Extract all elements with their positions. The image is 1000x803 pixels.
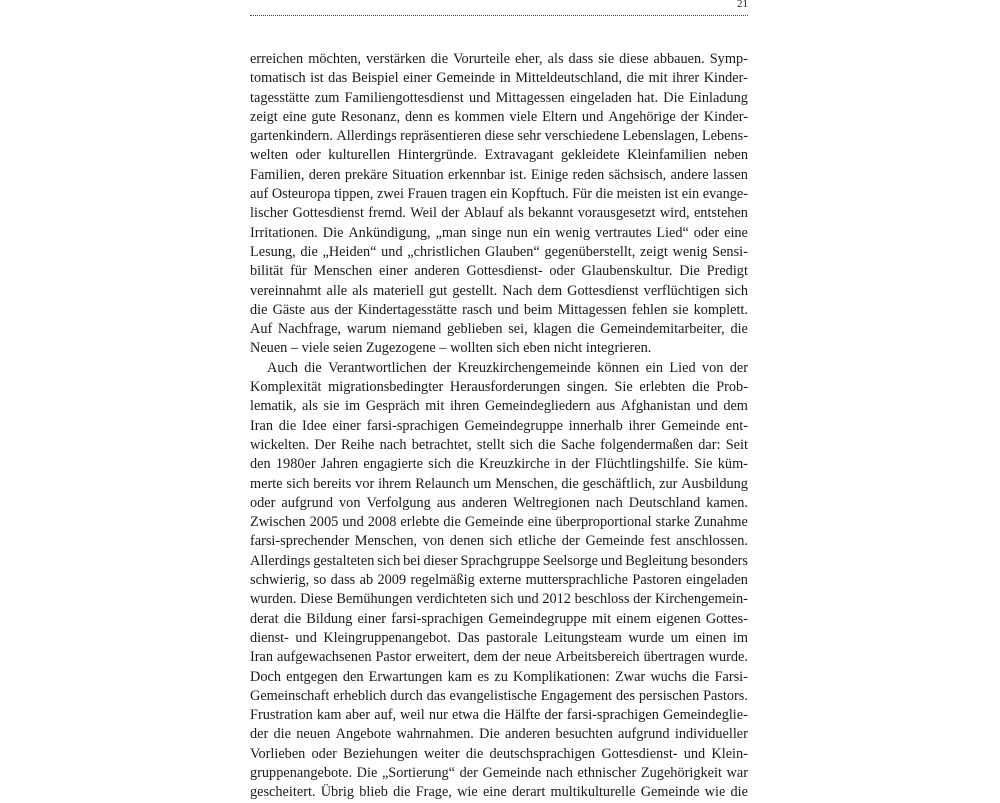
text-line: merte sich bereits vor ihrem Relaunch um Menschen, die geschäftlich, zur Ausbildung: [250, 475, 748, 492]
text-line: Lesung, die „Heiden“ und „christlichen Glauben“ gegenüberstellt, zeigt wenig Sensi-: [250, 243, 748, 260]
text-line: der die neuen Angebote wahrnahmen. Die anderen besuchten aufgrund individueller: [250, 726, 748, 743]
text-line: den 1980er Jahren engagierte sich die Kreuzkirche in der Flüchtlingshilfe. Sie küm-: [250, 456, 748, 473]
text-line: Gemeinschaft erheblich durch das evangelistische Engagement des persischen Pastors.: [250, 687, 748, 704]
text-line: auf Osteuropa tippen, zwei Frauen tragen ein Kopftuch. Für die meisten ist ein evange-: [250, 186, 748, 203]
text-line: welten oder kulturellen Hintergründe. Extravagant gekleidete Kleinfamilien neben: [250, 147, 748, 164]
text-line: bilität für Menschen einer anderen Gottesdienst- oder Glaubenskultur. Die Predigt: [250, 263, 748, 280]
text-line: tomatisch ist das Beispiel einer Gemeinde in Mitteldeutschland, die mit ihrer Kinder-: [250, 70, 748, 87]
text-line: Allerdings gestalteten sich bei dieser Sprachgruppe Seelsorge und Begleitung besonders: [250, 552, 748, 569]
text-line: lematik, als sie im Gespräch mit ihren Gemeindegliedern aus Afghanistan und dem: [250, 398, 748, 415]
text-line: erreichen möchten, verstärken die Vorurteile eher, als dass sie diese abbauen. Symp-: [250, 51, 748, 67]
page-number: 21: [737, 0, 748, 10]
text-line: Iran die Idee einer farsi-sprachigen Gemeindegruppe innerhalb ihrer Gemeinde ent-: [250, 417, 748, 434]
text-line: farsi-sprechender Menschen, von denen sich etliche der Gemeinde fest anschlossen.: [250, 533, 748, 550]
text-line: Doch entgegen den Erwartungen kam es zu Komplikationen: Zwar wuchs die Farsi-: [250, 668, 748, 685]
text-line: Familien, deren prekäre Situation erkennbar ist. Einige reden sächsisch, andere lassen: [250, 166, 748, 183]
text-line: Iran aufgewachsenen Pastor erweitert, dem der neue Arbeitsbereich übertragen wurde.: [250, 649, 748, 666]
text-line: Neuen – viele seien Zugezogene – wollten sich eben nicht integrieren.: [250, 340, 652, 357]
text-line: derat die Bildung einer farsi-sprachigen Gemeindegruppe mit einem eigenen Gottes-: [250, 610, 748, 627]
body-text: [250, 50, 748, 803]
page-header: [250, 0, 748, 16]
text-line: lischer Gottesdienst fremd. Weil der Ablauf als bekannt vorausgesetzt wird, entstehen: [250, 205, 748, 222]
text-line: zeigt eine gute Resonanz, denn es kommen viele Eltern und Angehörige der Kinder-: [250, 108, 748, 125]
text-line: vereinnahmt alle als materiell gut gestellt. Nach dem Gottesdienst verflüchtigen sich: [250, 282, 748, 299]
text-line: schwierig, so dass ab 2009 regelmäßig externe muttersprachliche Pastoren eingeladen: [250, 572, 748, 589]
text-line: Irritationen. Die Ankündigung, „man singe nun ein wenig vertrautes Lied“ oder eine: [250, 224, 748, 241]
text-line: gartenkindern. Allerdings repräsentieren diese sehr verschiedene Lebenslagen, Lebens-: [250, 128, 748, 145]
text-line: Komplexität migrationsbedingter Herausforderungen singen. Sie erlebten die Prob-: [250, 379, 748, 396]
text-line: tagesstätte zum Familiengottesdienst und Mittagessen eingeladen hat. Die Einladung: [250, 89, 748, 106]
text-line: Frustration kam aber auf, weil nur etwa die Hälfte der farsi-sprachigen Gemeindeglie-: [250, 707, 748, 724]
text-line: Vorlieben oder Beziehungen weiter die deutschsprachigen Gottesdienst- und Klein-: [250, 745, 748, 762]
text-line: Zwischen 2005 und 2008 erlebte die Gemeinde eine überproportional starke Zunahme: [250, 514, 748, 531]
text-line: gescheitert. Übrig blieb die Frage, wie eine derart multikulturelle Gemeinde wie die: [250, 784, 748, 801]
text-line: Auf Nachfrage, warum niemand geblieben sei, klagen die Gemeindemitarbeiter, die: [250, 321, 748, 338]
text-line: die Gäste aus der Kindertagesstätte rasch und beim Mittagessen fehlen sie komplett.: [250, 301, 748, 318]
text-line: dienst- und Kleingruppenangebot. Das pastorale Leitungsteam wurde um einen im: [250, 629, 748, 646]
text-line: wickelten. Der Reihe nach betrachtet, stellt sich die Sache folgendermaßen dar: Seit: [250, 436, 748, 453]
text-line: Auch die Verantwortlichen der Kreuzkirchengemeinde können ein Lied von der: [267, 359, 748, 376]
text-line: gruppenangebote. Die „Sortierung“ der Gemeinde nach ethnischer Zugehörigkeit war: [250, 764, 748, 781]
text-line: wurden. Diese Bemühungen verdichteten sich und 2012 beschloss der Kirchengemein-: [250, 591, 748, 608]
text-line: oder aufgrund von Verfolgung aus anderen Weltregionen nach Deutschland kamen.: [250, 494, 748, 511]
